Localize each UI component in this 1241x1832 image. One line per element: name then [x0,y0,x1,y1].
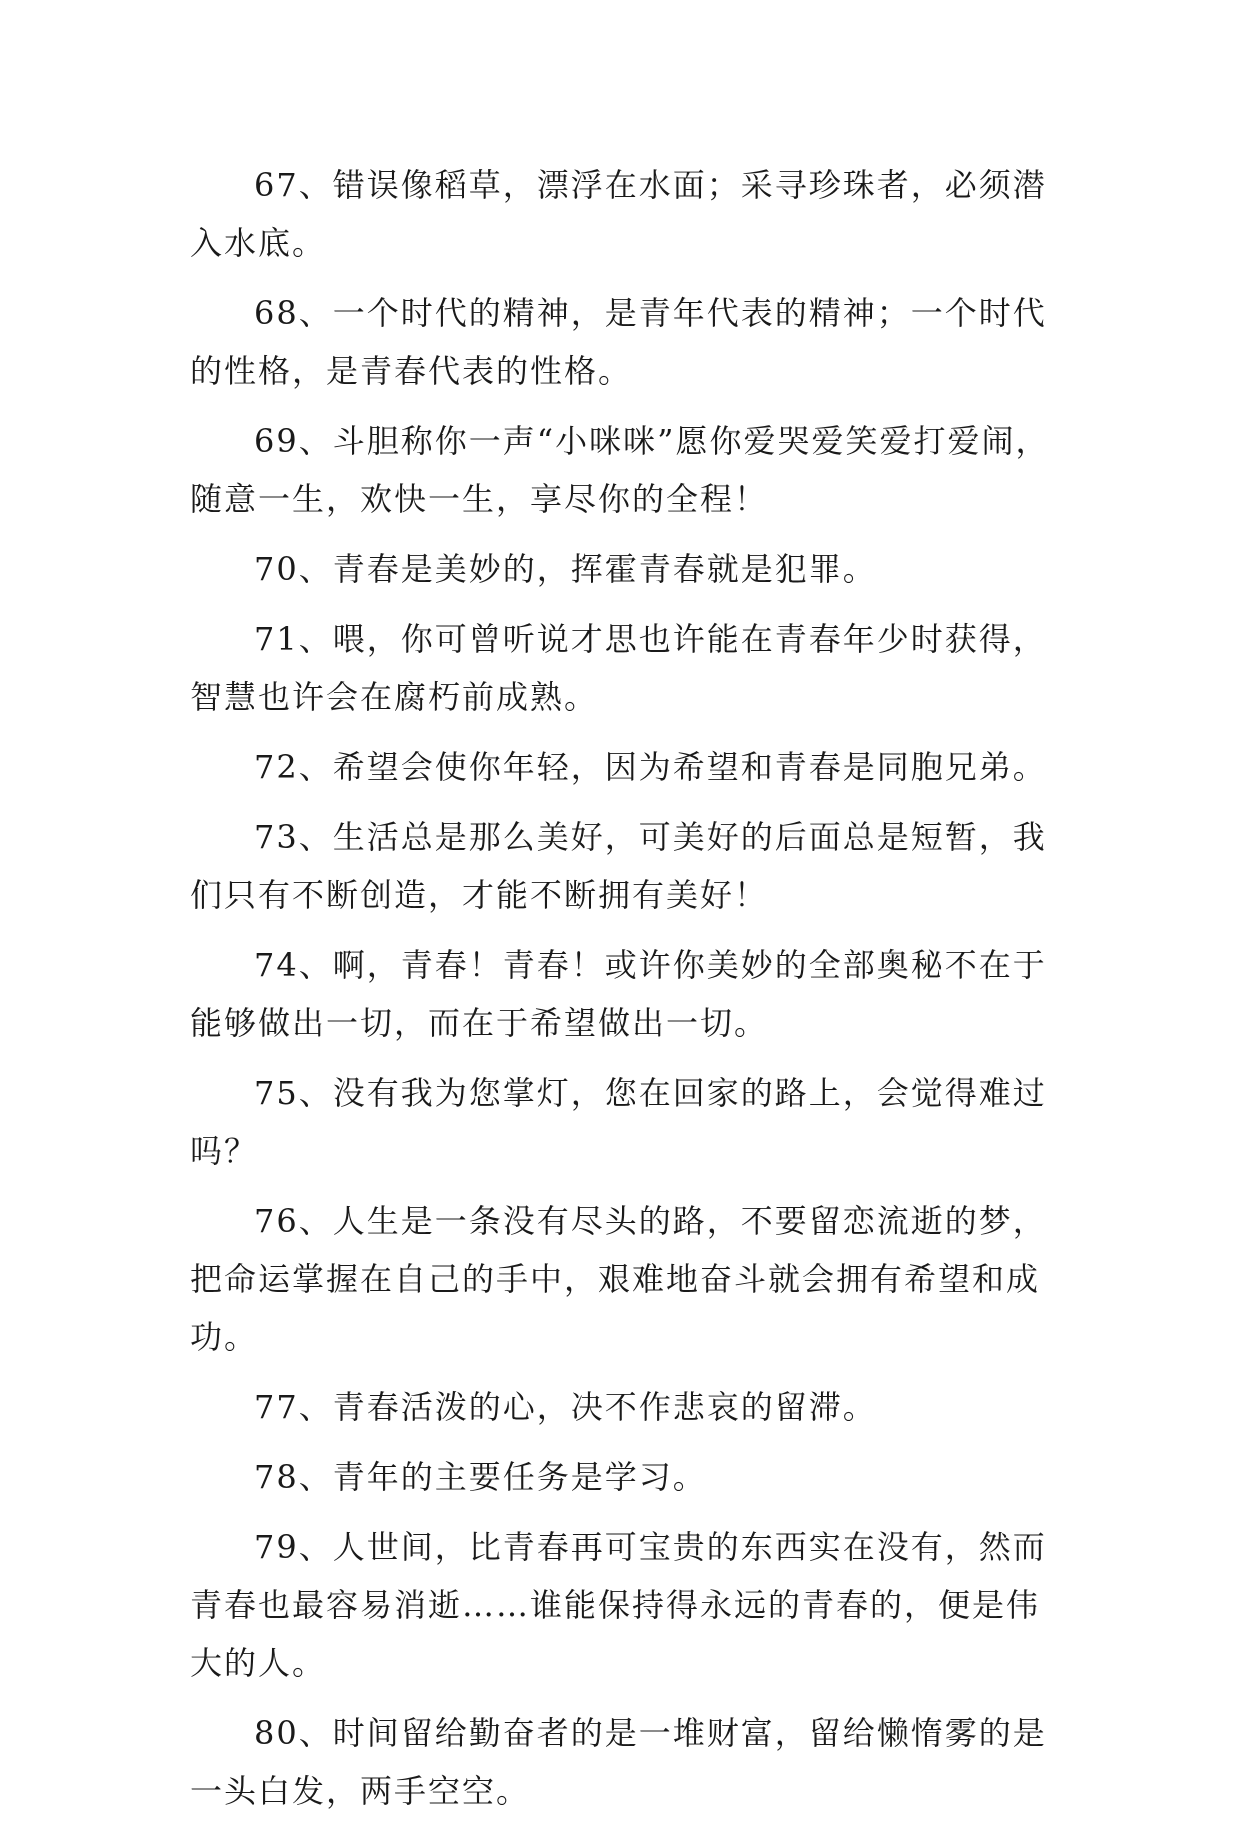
document-body [190,156,1065,1832]
paragraph-74: 74、啊，青春！青春！或许你美妙的全部奥秘不在于能够做出一切，而在于希望做出一切。 [190,946,1047,1042]
paragraph-73: 73、生活总是那么美好，可美好的后面总是短暂，我们只有不断创造，才能不断拥有美好！ [190,818,1047,914]
paragraph-76: 76、人生是一条没有尽头的路，不要留恋流逝的梦，把命运掌握在自己的手中，艰难地奋斗就会拥有希望和成功。 [190,1202,1047,1356]
paragraph-79: 79、人世间，比青春再可宝贵的东西实在没有，然而青春也最容易消逝……谁能保持得永远的青春的，便是伟大的人。 [190,1528,1047,1682]
paragraph-77: 77、青春活泼的心，决不作悲哀的留滞。 [254,1388,877,1426]
paragraph-80: 80、时间留给勤奋者的是一堆财富，留给懒惰雾的是一头白发，两手空空。 [190,1714,1047,1810]
paragraph-78: 78、青年的主要任务是学习。 [254,1458,707,1496]
paragraph-67: 67、错误像稻草，漂浮在水面；采寻珍珠者，必须潜入水底。 [190,166,1047,262]
paragraph-68: 68、一个时代的精神，是青年代表的精神；一个时代的性格，是青春代表的性格。 [190,294,1047,390]
paragraph-69: 69、斗胆称你一声“小咪咪”愿你爱哭爱笑爱打爱闹，随意一生，欢快一生，享尽你的全程！ [190,422,1050,518]
paragraph-70: 70、青春是美妙的，挥霍青春就是犯罪。 [254,550,877,588]
paragraph-75: 75、没有我为您掌灯，您在回家的路上，会觉得难过吗？ [190,1074,1047,1170]
paragraph-71: 71、喂，你可曾听说才思也许能在青春年少时获得，智慧也许会在腐朽前成熟。 [190,620,1047,716]
paragraph-72: 72、希望会使你年轻，因为希望和青春是同胞兄弟。 [254,748,1047,786]
